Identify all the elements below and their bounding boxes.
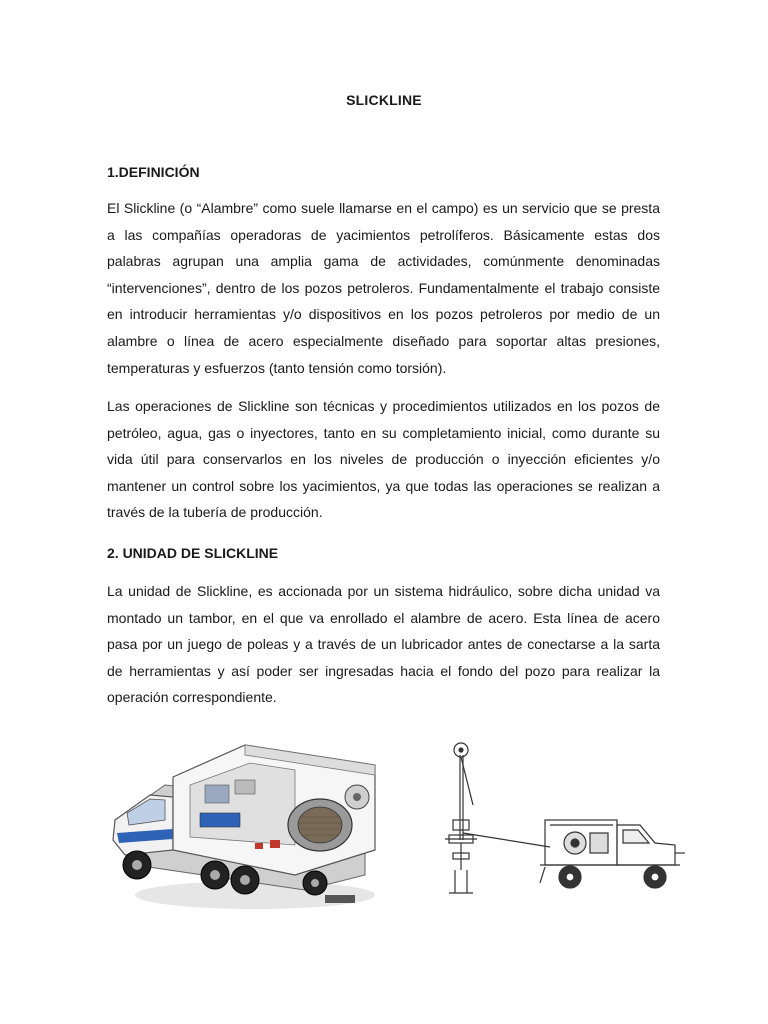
slickline-truck-cutaway-illustration (95, 725, 385, 920)
slickline-wellhead-truck-schematic (435, 735, 690, 905)
paragraph-definicion-2: Las operaciones de Slickline son técnicas y procedimientos utilizados en los pozos de petróleo, agua, gas o inyectores, tanto en su completamiento inicial, como durante su vida útil para conservarlos en los niveles de producción o inyección eficientes y/o mantener un control sobre los yacimientos, ya que todas las operaciones se realizan a través de la tubería de producción. (107, 398, 660, 521)
document-title: SLICKLINE (346, 92, 422, 108)
paragraph-definicion-1: El Slickline (o “Alambre” como suele llamarse en el campo) es un servicio que se presta a las compañías operadoras de yacimientos petrolíferos. Básicamente estas dos palabras agrupan una amplia gama de actividades, comúnmente denominadas “intervenciones”, dentro de los pozos petroleros. Fundamentalmente el trabajo consiste en introducir herramientas y/o dispositivos en los pozos petroleros por medio de un alambre o línea de acero especialmente diseñado para soportar altas presiones, temperaturas y esfuerzos (tanto tensión como torsión). (107, 200, 660, 376)
paragraph-unidad-1: La unidad de Slickline, es accionada por un sistema hidráulico, sobre dicha unidad va montado un tambor, en el que va enrollado el alambre de acero. Esta línea de acero pasa por un juego de poleas y a través de un lubricador antes de conectarse a la sarta de herramientas y así poder ser ingresadas hacia el fondo del pozo para realizar la operación correspondiente. (107, 583, 660, 706)
section-heading-definicion: 1.DEFINICIÓN (107, 164, 200, 180)
section-heading-unidad: 2. UNIDAD DE SLICKLINE (107, 545, 279, 561)
